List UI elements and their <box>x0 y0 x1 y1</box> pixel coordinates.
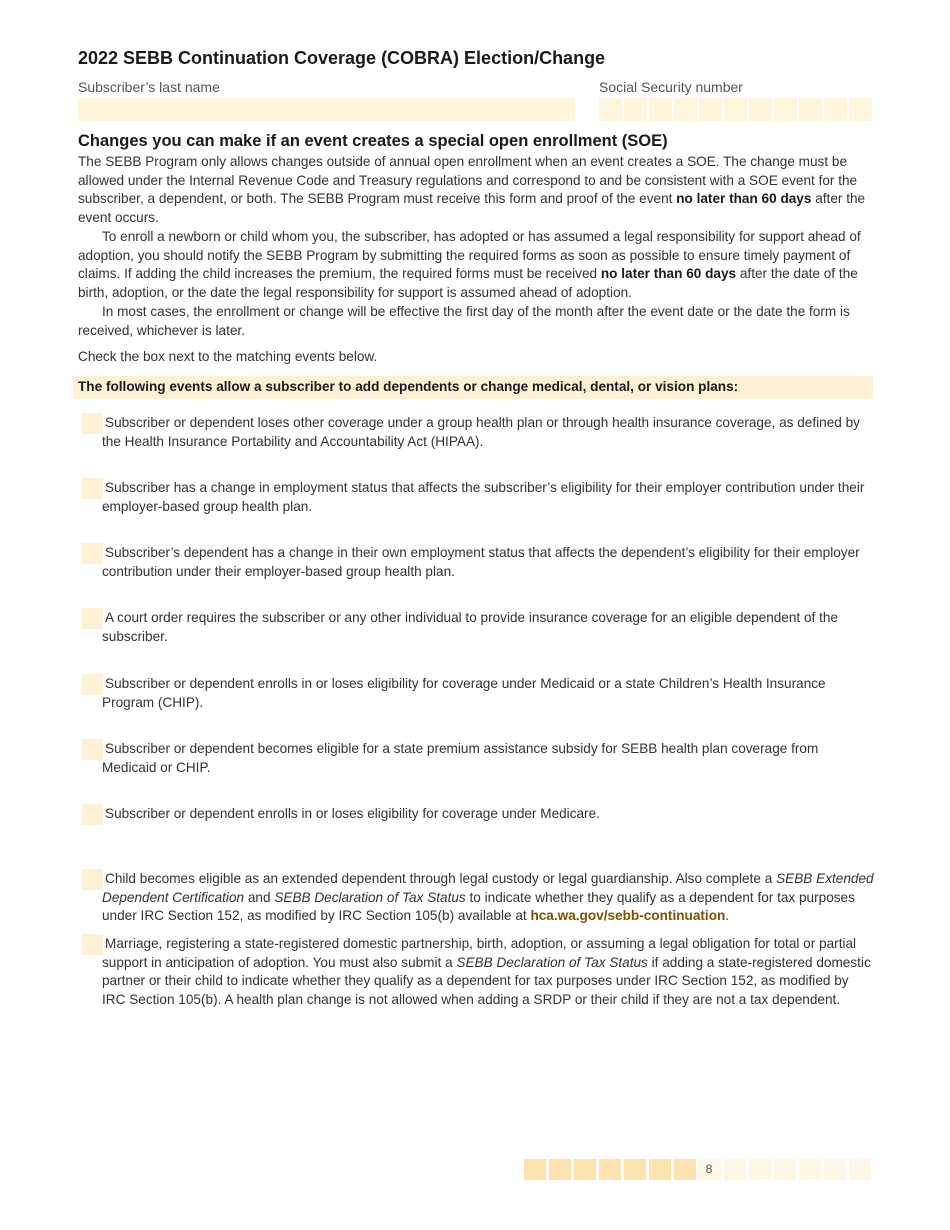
footer-block <box>749 1159 771 1180</box>
footer-block <box>799 1159 821 1180</box>
sebb-continuation-link[interactable]: hca.wa.gov/sebb-continuation <box>530 908 726 924</box>
effective-date-paragraph: In most cases, the enrollment or change will be effective the first day of the month after the event date or the date the form is received, whichever is later. <box>78 304 850 338</box>
ssn-digit-1[interactable] <box>599 98 622 121</box>
ssn-field <box>599 98 872 121</box>
event-item <box>78 931 874 1010</box>
event-text: Subscriber or dependent becomes eligible for a state premium assistance subsidy for SEBB health plan coverage from Medicaid or CHIP. <box>102 741 819 775</box>
ssn-digit-11[interactable] <box>849 98 872 121</box>
events-banner: The following events allow a subscriber to add dependents or change medical, dental, or vision plans: <box>73 376 873 399</box>
footer-block <box>849 1159 871 1180</box>
ssn-label: Social Security number <box>599 79 743 95</box>
ssn-digit-5[interactable] <box>699 98 722 121</box>
event-item <box>78 410 874 451</box>
footer-block <box>674 1159 696 1180</box>
section-heading: Changes you can make if an event creates a special open enrollment (SOE) <box>78 132 668 150</box>
event-checkbox[interactable] <box>82 478 103 499</box>
check-instruction: Check the box next to the matching events below. <box>78 349 378 364</box>
ssn-digit-8[interactable] <box>774 98 797 121</box>
ssn-digit-9[interactable] <box>799 98 822 121</box>
soe-intro-paragraph: The SEBB Program only allows changes outside of annual open enrollment when an event creates a SOE. The change must be allowed under the Internal Revenue Code and Treasury regulations and correspond to and be consistent with a SOE event for the subscriber, a dependent, or both. The SEBB Program must receive this form and proof of the event no later than 60 days after the event occurs. <box>78 154 866 226</box>
event-text: Subscriber or dependent enrolls in or loses eligibility for coverage under Medicaid or a state Children’s Health Insurance Program (CHIP). <box>102 676 826 710</box>
event-item <box>78 736 874 777</box>
ssn-digit-3[interactable] <box>649 98 672 121</box>
newborn-paragraph: To enroll a newborn or child whom you, the subscriber, has adopted or has assumed a legal responsibility for support ahead of adoption, you should notify the SEBB Program by submitting the required forms as soon as possible to ensure timely payment of claims. If adding the child increases the premium, the required forms must be received no later than 60 days after the date of the birth, adoption, or the date the legal responsibility for support is assumed ahead of adoption. <box>78 229 861 301</box>
event-checkbox[interactable] <box>82 608 103 629</box>
event-checkbox[interactable] <box>82 674 103 695</box>
event-text: Subscriber’s dependent has a change in their own employment status that affects the dependent’s eligibility for their employer contribution under their employer-based group health plan. <box>102 545 860 579</box>
last-name-field[interactable] <box>78 98 575 121</box>
footer-block <box>724 1159 746 1180</box>
event-item <box>78 866 874 926</box>
event-text: Marriage, registering a state-registered domestic partnership, birth, adoption, or assuming a legal obligation for total or partial support in anticipation of adoption. You must also submit a SEBB Declaration of Tax Status if adding a state-registered domestic partner or their child to indicate whether they qualify as a dependent for tax purposes under IRC Section 152, as modified by IRC Section 105(b). A health plan change is not allowed when adding a SRDP or their child if they are not a tax dependent. <box>102 936 871 1008</box>
footer-block <box>624 1159 646 1180</box>
event-checkbox[interactable] <box>82 413 103 434</box>
footer-block <box>574 1159 596 1180</box>
event-item <box>78 540 874 581</box>
ssn-digit-6[interactable] <box>724 98 747 121</box>
footer-block <box>599 1159 621 1180</box>
event-checkbox[interactable] <box>82 543 103 564</box>
event-text: Child becomes eligible as an extended dependent through legal custody or legal guardianship. Also complete a SEBB Extended Dependent Certification and SEBB Declaration of Tax Status to indicate whether they qualify as a dependent for tax purposes under IRC Section 152, as modified by IRC Section 105(b) available at hca.wa.gov/sebb-continuation. <box>102 871 874 924</box>
page-number: 8 <box>705 1162 713 1176</box>
event-text: Subscriber or dependent loses other coverage under a group health plan or through health insurance coverage, as defined by the Health Insurance Portability and Accountability Act (HIPAA). <box>102 415 860 449</box>
ssn-digit-4[interactable] <box>674 98 697 121</box>
footer-block <box>549 1159 571 1180</box>
event-item <box>78 671 874 712</box>
footer-block <box>824 1159 846 1180</box>
event-item <box>78 475 874 516</box>
ssn-digit-7[interactable] <box>749 98 772 121</box>
form-title: 2022 SEBB Continuation Coverage (COBRA) Election/Change <box>78 48 606 68</box>
footer-block <box>649 1159 671 1180</box>
event-checkbox[interactable] <box>82 934 103 955</box>
event-checkbox[interactable] <box>82 869 103 890</box>
footer-block <box>774 1159 796 1180</box>
event-checkbox[interactable] <box>82 804 103 825</box>
ssn-digit-2[interactable] <box>624 98 647 121</box>
event-text: Subscriber has a change in employment status that affects the subscriber’s eligibility for their employer contribution under their employer-based group health plan. <box>102 480 865 514</box>
event-item <box>78 605 874 646</box>
footer-block <box>524 1159 546 1180</box>
event-text: A court order requires the subscriber or any other individual to provide insurance coverage for an eligible dependent of the subscriber. <box>102 610 838 644</box>
event-checkbox[interactable] <box>82 739 103 760</box>
ssn-digit-10[interactable] <box>824 98 847 121</box>
event-item <box>78 801 874 824</box>
last-name-label: Subscriber’s last name <box>78 79 220 95</box>
event-text: Subscriber or dependent enrolls in or loses eligibility for coverage under Medicare. <box>105 806 600 821</box>
